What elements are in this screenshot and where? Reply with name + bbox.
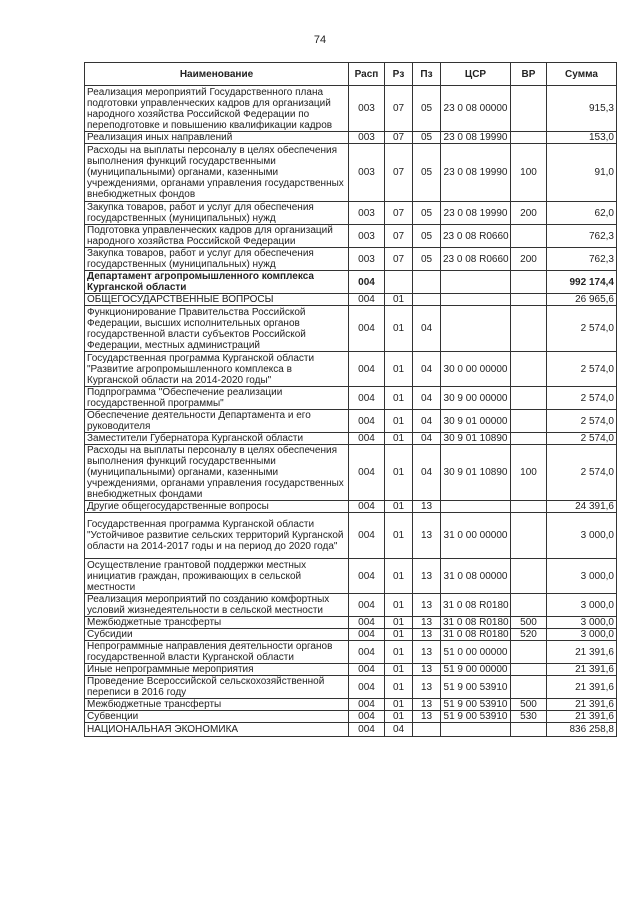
cell-vr: 100 [511, 445, 547, 501]
cell-rasp: 004 [349, 271, 385, 294]
table-row [85, 352, 617, 387]
cell-vr: 500 [511, 699, 547, 711]
cell-sum: 153,0 [547, 132, 617, 144]
cell-rz: 01 [385, 294, 413, 306]
cell-rz: 01 [385, 676, 413, 699]
table-row [85, 559, 617, 594]
cell-csr [441, 294, 511, 306]
cell-sum: 91,0 [547, 144, 617, 202]
cell-csr [441, 501, 511, 513]
cell-rasp: 004 [349, 699, 385, 711]
cell-name: Государственная программа Курганской области "Устойчивое развитие сельских территорий Курганской области на 2014-2017 годы и на период до 2020 года" [85, 513, 349, 559]
cell-csr: 51 9 00 53910 [441, 676, 511, 699]
budget-table [84, 62, 617, 737]
cell-csr: 23 0 08 R0660 [441, 248, 511, 271]
cell-name: Заместители Губернатора Курганской области [85, 433, 349, 445]
cell-rz: 01 [385, 501, 413, 513]
cell-sum: 21 391,6 [547, 664, 617, 676]
cell-rz: 01 [385, 387, 413, 410]
cell-pz: 04 [413, 387, 441, 410]
cell-csr [441, 723, 511, 737]
table-row [85, 248, 617, 271]
table-row [85, 433, 617, 445]
cell-sum: 915,3 [547, 86, 617, 132]
cell-name: Функционирование Правительства Российской Федерации, высших исполнительных органов государственной власти субъектов Российской Федерации, местных администраций [85, 306, 349, 352]
cell-pz: 13 [413, 676, 441, 699]
cell-csr: 30 0 00 00000 [441, 352, 511, 387]
table-row [85, 225, 617, 248]
cell-csr [441, 271, 511, 294]
cell-name: ОБЩЕГОСУДАРСТВЕННЫЕ ВОПРОСЫ [85, 294, 349, 306]
cell-name: Обеспечение деятельности Департамента и его руководителя [85, 410, 349, 433]
cell-rasp: 004 [349, 641, 385, 664]
cell-rasp: 004 [349, 711, 385, 723]
table-row [85, 86, 617, 132]
cell-pz: 13 [413, 559, 441, 594]
cell-rasp: 004 [349, 387, 385, 410]
cell-rasp: 003 [349, 144, 385, 202]
cell-name: Закупка товаров, работ и услуг для обеспечения государственных (муниципальных) нужд [85, 202, 349, 225]
cell-vr [511, 86, 547, 132]
cell-pz: 13 [413, 501, 441, 513]
cell-rz: 01 [385, 352, 413, 387]
cell-name: Межбюджетные трансферты [85, 699, 349, 711]
cell-sum: 3 000,0 [547, 594, 617, 617]
cell-vr [511, 664, 547, 676]
cell-csr: 31 0 08 00000 [441, 559, 511, 594]
cell-csr: 31 0 08 R0180 [441, 617, 511, 629]
cell-pz [413, 294, 441, 306]
cell-rasp: 004 [349, 664, 385, 676]
cell-csr: 51 9 00 53910 [441, 699, 511, 711]
cell-name: Проведение Всероссийской сельскохозяйственной переписи в 2016 году [85, 676, 349, 699]
cell-csr: 51 9 00 53910 [441, 711, 511, 723]
cell-name: Подпрограмма "Обеспечение реализации государственной программы" [85, 387, 349, 410]
cell-name: Департамент агропромышленного комплекса Курганской области [85, 271, 349, 294]
table-body [85, 86, 617, 737]
cell-rasp: 004 [349, 294, 385, 306]
cell-vr [511, 410, 547, 433]
cell-csr: 23 0 08 19990 [441, 202, 511, 225]
cell-sum: 836 258,8 [547, 723, 617, 737]
table-row [85, 410, 617, 433]
cell-pz: 05 [413, 132, 441, 144]
cell-csr: 31 0 00 00000 [441, 513, 511, 559]
cell-pz: 05 [413, 202, 441, 225]
cell-pz: 05 [413, 225, 441, 248]
cell-pz: 05 [413, 86, 441, 132]
cell-vr [511, 352, 547, 387]
header-rz: Рз [385, 63, 413, 86]
cell-csr: 30 9 00 00000 [441, 387, 511, 410]
cell-pz [413, 723, 441, 737]
cell-pz: 05 [413, 144, 441, 202]
cell-sum: 62,0 [547, 202, 617, 225]
cell-rz: 01 [385, 699, 413, 711]
table-row [85, 723, 617, 737]
header-sum: Сумма [547, 63, 617, 86]
cell-pz: 04 [413, 433, 441, 445]
table-row [85, 132, 617, 144]
cell-rz: 01 [385, 594, 413, 617]
cell-sum: 3 000,0 [547, 559, 617, 594]
cell-rasp: 004 [349, 513, 385, 559]
cell-rz: 01 [385, 559, 413, 594]
cell-sum: 762,3 [547, 248, 617, 271]
cell-pz: 13 [413, 664, 441, 676]
cell-name: Субвенции [85, 711, 349, 723]
cell-sum: 3 000,0 [547, 629, 617, 641]
cell-rasp: 004 [349, 629, 385, 641]
cell-sum: 2 574,0 [547, 410, 617, 433]
table-row [85, 513, 617, 559]
table-row [85, 202, 617, 225]
cell-name: Реализация мероприятий по созданию комфортных условий жизнедеятельности в сельской местности [85, 594, 349, 617]
cell-csr: 23 0 08 00000 [441, 86, 511, 132]
table-row [85, 641, 617, 664]
cell-rasp: 004 [349, 501, 385, 513]
cell-sum: 3 000,0 [547, 617, 617, 629]
cell-vr [511, 306, 547, 352]
cell-pz: 13 [413, 594, 441, 617]
cell-rz: 01 [385, 629, 413, 641]
cell-rasp: 004 [349, 445, 385, 501]
cell-pz: 04 [413, 410, 441, 433]
cell-rz: 07 [385, 225, 413, 248]
cell-vr [511, 225, 547, 248]
header-rasp: Расп [349, 63, 385, 86]
cell-vr: 520 [511, 629, 547, 641]
header-vr: ВР [511, 63, 547, 86]
cell-sum: 2 574,0 [547, 387, 617, 410]
cell-name: Подготовка управленческих кадров для организаций народного хозяйства Российской Федерации [85, 225, 349, 248]
cell-name: Осуществление грантовой поддержки местных инициатив граждан, проживающих в сельской местности [85, 559, 349, 594]
cell-rz: 01 [385, 445, 413, 501]
cell-csr: 51 9 00 00000 [441, 664, 511, 676]
cell-vr: 500 [511, 617, 547, 629]
cell-rz: 01 [385, 664, 413, 676]
cell-rasp: 003 [349, 202, 385, 225]
cell-rz: 01 [385, 513, 413, 559]
cell-csr: 30 9 01 10890 [441, 433, 511, 445]
cell-rasp: 003 [349, 86, 385, 132]
cell-rz: 07 [385, 144, 413, 202]
table-row [85, 306, 617, 352]
cell-name: Государственная программа Курганской области "Развитие агропромышленного комплекса в Курганской области на 2014-2020 годы" [85, 352, 349, 387]
header-csr: ЦСР [441, 63, 511, 86]
cell-sum: 24 391,6 [547, 501, 617, 513]
cell-sum: 2 574,0 [547, 445, 617, 501]
cell-vr: 200 [511, 202, 547, 225]
cell-vr [511, 294, 547, 306]
cell-name: Закупка товаров, работ и услуг для обеспечения государственных (муниципальных) нужд [85, 248, 349, 271]
cell-name: Субсидии [85, 629, 349, 641]
cell-rasp: 004 [349, 723, 385, 737]
cell-rz: 01 [385, 641, 413, 664]
table-row [85, 594, 617, 617]
cell-vr [511, 676, 547, 699]
table-row [85, 294, 617, 306]
table-header-row [85, 63, 617, 86]
table-row [85, 664, 617, 676]
cell-pz: 13 [413, 711, 441, 723]
cell-pz [413, 271, 441, 294]
cell-name: Непрограммные направления деятельности органов государственной власти Курганской области [85, 641, 349, 664]
cell-pz: 13 [413, 513, 441, 559]
cell-sum: 21 391,6 [547, 699, 617, 711]
cell-rz: 01 [385, 711, 413, 723]
cell-pz: 05 [413, 248, 441, 271]
table-row [85, 387, 617, 410]
cell-rasp: 004 [349, 617, 385, 629]
page-number: 74 [313, 34, 327, 46]
table-row [85, 271, 617, 294]
cell-sum: 21 391,6 [547, 711, 617, 723]
table-row [85, 699, 617, 711]
cell-vr [511, 271, 547, 294]
cell-sum: 762,3 [547, 225, 617, 248]
cell-rasp: 004 [349, 676, 385, 699]
cell-rz: 04 [385, 723, 413, 737]
cell-rasp: 003 [349, 225, 385, 248]
cell-sum: 2 574,0 [547, 433, 617, 445]
table-row [85, 445, 617, 501]
cell-vr: 100 [511, 144, 547, 202]
cell-name: НАЦИОНАЛЬНАЯ ЭКОНОМИКА [85, 723, 349, 737]
cell-rz: 07 [385, 132, 413, 144]
cell-rz: 01 [385, 410, 413, 433]
cell-rz: 07 [385, 202, 413, 225]
cell-name: Расходы на выплаты персоналу в целях обеспечения выполнения функций государственными (муниципальными) органами, казенными учреждениями, органами управления государственных внебюджетных фондов [85, 144, 349, 202]
cell-csr: 51 0 00 00000 [441, 641, 511, 664]
cell-pz: 04 [413, 306, 441, 352]
cell-vr [511, 132, 547, 144]
cell-vr [511, 387, 547, 410]
cell-rasp: 004 [349, 433, 385, 445]
cell-csr: 31 0 08 R0180 [441, 594, 511, 617]
cell-sum: 2 574,0 [547, 306, 617, 352]
table-row [85, 617, 617, 629]
cell-csr: 30 9 01 00000 [441, 410, 511, 433]
cell-pz: 04 [413, 352, 441, 387]
cell-vr [511, 433, 547, 445]
cell-name: Расходы на выплаты персоналу в целях обеспечения выполнения функций государственными (муниципальными) органами, казенными учреждениями, органами управления государственных внебюджетных фондами [85, 445, 349, 501]
cell-rz: 07 [385, 86, 413, 132]
cell-sum: 2 574,0 [547, 352, 617, 387]
cell-rasp: 004 [349, 306, 385, 352]
cell-csr: 23 0 08 R0660 [441, 225, 511, 248]
cell-vr: 200 [511, 248, 547, 271]
cell-rz: 01 [385, 306, 413, 352]
cell-vr [511, 513, 547, 559]
cell-csr: 23 0 08 19990 [441, 132, 511, 144]
cell-rz: 01 [385, 433, 413, 445]
cell-csr: 23 0 08 19990 [441, 144, 511, 202]
cell-pz: 13 [413, 629, 441, 641]
cell-csr: 31 0 08 R0180 [441, 629, 511, 641]
cell-name: Другие общегосударственные вопросы [85, 501, 349, 513]
table-row [85, 676, 617, 699]
cell-pz: 04 [413, 445, 441, 501]
cell-rz: 01 [385, 617, 413, 629]
cell-rasp: 004 [349, 594, 385, 617]
table-row [85, 501, 617, 513]
cell-sum: 26 965,6 [547, 294, 617, 306]
cell-pz: 13 [413, 617, 441, 629]
cell-name: Иные непрограммные мероприятия [85, 664, 349, 676]
cell-vr [511, 559, 547, 594]
cell-pz: 13 [413, 641, 441, 664]
table-row [85, 144, 617, 202]
table-row [85, 711, 617, 723]
cell-rasp: 004 [349, 410, 385, 433]
cell-csr [441, 306, 511, 352]
cell-name: Реализация мероприятий Государственного плана подготовки управленческих кадров для организаций народного хозяйства Российской Федерации по переподготовке и повышению квалификации кадров [85, 86, 349, 132]
cell-name: Реализация иных направлений [85, 132, 349, 144]
cell-vr [511, 501, 547, 513]
cell-rasp: 003 [349, 248, 385, 271]
cell-sum: 21 391,6 [547, 641, 617, 664]
cell-rz: 07 [385, 248, 413, 271]
cell-sum: 3 000,0 [547, 513, 617, 559]
cell-csr: 30 9 01 10890 [441, 445, 511, 501]
header-name: Наименование [85, 63, 349, 86]
cell-vr [511, 723, 547, 737]
cell-name: Межбюджетные трансферты [85, 617, 349, 629]
cell-vr: 530 [511, 711, 547, 723]
cell-pz: 13 [413, 699, 441, 711]
cell-rz [385, 271, 413, 294]
cell-rasp: 003 [349, 132, 385, 144]
table-row [85, 629, 617, 641]
cell-vr [511, 594, 547, 617]
cell-rasp: 004 [349, 559, 385, 594]
cell-sum: 21 391,6 [547, 676, 617, 699]
cell-vr [511, 641, 547, 664]
cell-rasp: 004 [349, 352, 385, 387]
cell-sum: 992 174,4 [547, 271, 617, 294]
header-pz: Пз [413, 63, 441, 86]
